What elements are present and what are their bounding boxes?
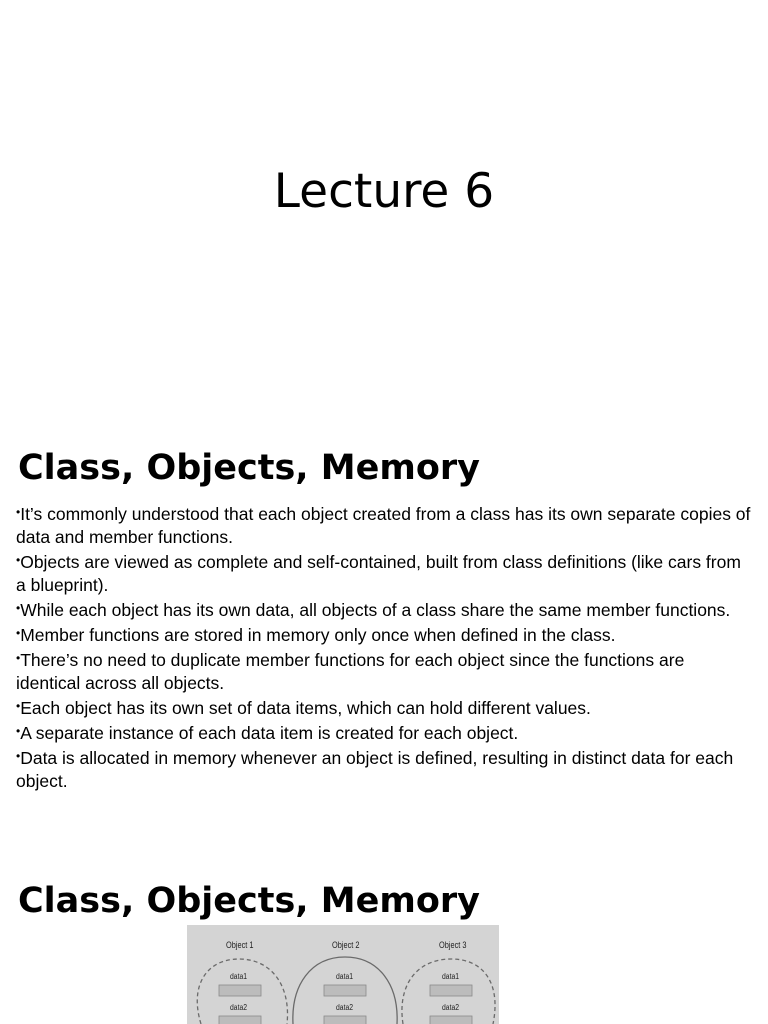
lecture-title: Lecture 6 (273, 164, 495, 219)
bullet-icon: • (16, 553, 21, 567)
bullet-item: •Each object has its own set of data items, which can hold different values. (16, 698, 591, 718)
bullet-icon: • (16, 626, 21, 640)
bullet-item: •Objects are viewed as complete and self-contained, built from class definitions (like cars from a blueprint). (16, 552, 741, 595)
bullet-icon: • (16, 699, 21, 713)
data-label: data2 (230, 1003, 248, 1012)
bullet-item: •A separate instance of each data item is created for each object. (16, 723, 519, 743)
object-label: Object 1 (226, 940, 254, 950)
data-box (430, 985, 472, 996)
data-label: data2 (442, 1003, 460, 1012)
data-label: data1 (442, 972, 460, 981)
bullet-icon: • (16, 749, 21, 763)
bullet-list (16, 501, 752, 793)
data-label: data1 (336, 972, 354, 981)
bullet-icon: • (16, 724, 21, 738)
bullet-item: •While each object has its own data, all objects of a class share the same member functions. (16, 600, 731, 620)
bullet-item: •There’s no need to duplicate member functions for each object since the functions are identical across all objects. (16, 650, 685, 693)
data-label: data2 (336, 1003, 354, 1012)
bullet-item: •Member functions are stored in memory only once when defined in the class. (16, 625, 616, 645)
section-heading: Class, Objects, Memory (18, 448, 480, 488)
data-box (430, 1016, 472, 1024)
bullet-item: •Data is allocated in memory whenever an object is defined, resulting in distinct data for each object. (16, 748, 734, 791)
data-box (219, 1016, 261, 1024)
objects-memory-diagram (187, 925, 499, 1024)
data-box (324, 1016, 366, 1024)
bullet-icon: • (16, 651, 21, 665)
bullet-icon: • (16, 505, 21, 519)
object-label: Object 3 (439, 940, 467, 950)
bullet-icon: • (16, 601, 21, 615)
section-heading: Class, Objects, Memory (18, 881, 480, 921)
data-box (219, 985, 261, 996)
bullet-item: •It’s commonly understood that each object created from a class has its own separate copies of data and member functions. (16, 504, 751, 547)
data-box (324, 985, 366, 996)
data-label: data1 (230, 972, 248, 981)
object-label: Object 2 (332, 940, 360, 950)
